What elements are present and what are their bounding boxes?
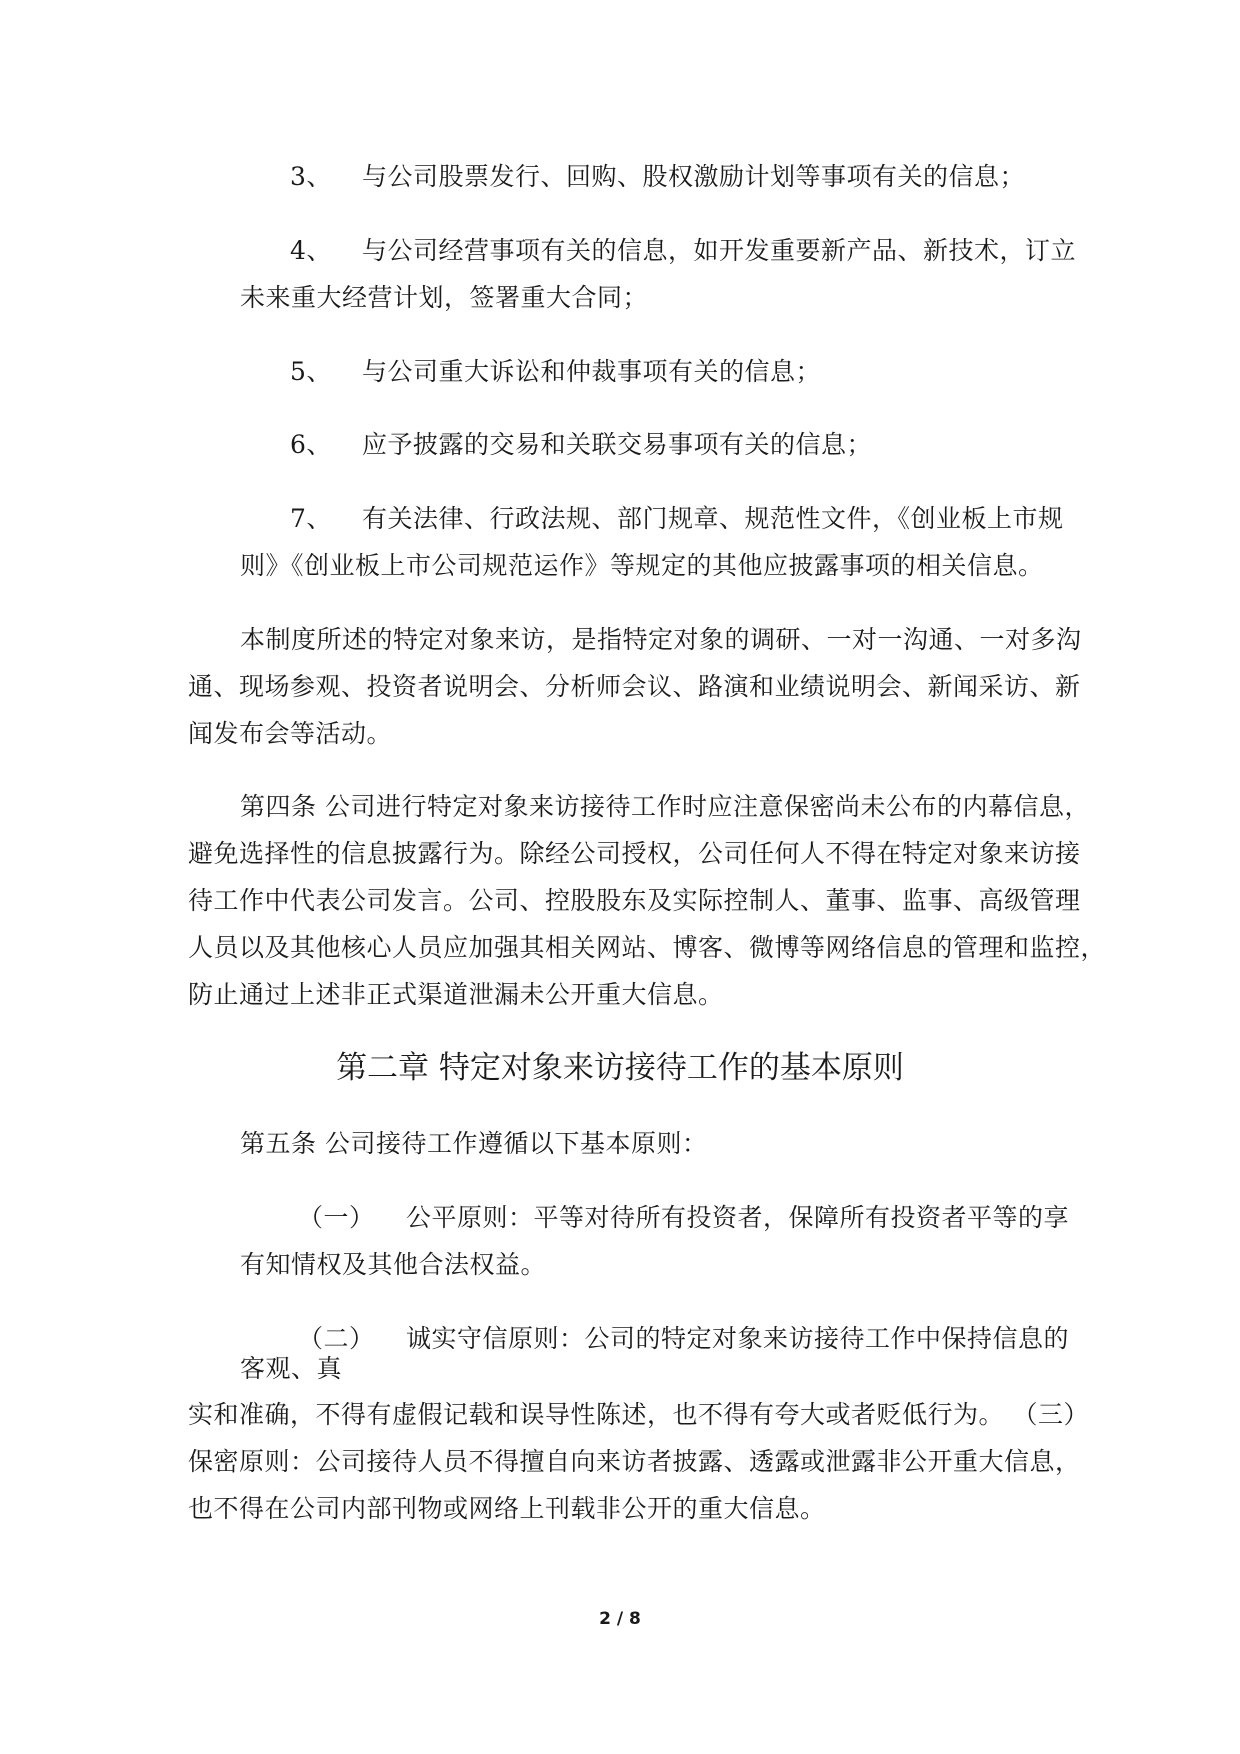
- principle-number: （二）: [298, 1324, 375, 1353]
- principle-1-continued: 有知情权及其他合法权益。: [240, 1250, 547, 1279]
- page-number: 2 / 8: [599, 1609, 641, 1629]
- principle-2-continued: 客观、真: [240, 1354, 343, 1383]
- article4-line-5: 防止通过上述非正式渠道泄漏未公开重大信息。: [188, 980, 724, 1009]
- item-text: 与公司经营事项有关的信息，如开发重要新产品、新技术，订立: [362, 236, 1077, 265]
- principle-1: [298, 1201, 1069, 1235]
- list-item-7: [290, 502, 1064, 536]
- article5: 第五条 公司接待工作遵循以下基本原则：: [240, 1129, 708, 1158]
- item-number: 4、: [290, 236, 332, 265]
- principle-2: [298, 1322, 1069, 1356]
- definition-paragraph-line-3: 闻发布会等活动。: [188, 719, 393, 748]
- principle-text: 诚实守信原则：公司的特定对象来访接待工作中保持信息的: [406, 1324, 1070, 1353]
- chapter-heading: 第二章 特定对象来访接待工作的基本原则: [336, 1050, 904, 1086]
- list-item-3: [290, 160, 1025, 194]
- principle-number: （一）: [298, 1203, 375, 1232]
- tail-line-2: 保密原则：公司接待人员不得擅自向来访者披露、透露或泄露非公开重大信息，: [188, 1447, 1081, 1476]
- item-text: 有关法律、行政法规、部门规章、规范性文件，《创业板上市规: [362, 504, 1064, 533]
- item-text: 与公司股票发行、回购、股权激励计划等事项有关的信息；: [362, 162, 1026, 191]
- item-text: 应予披露的交易和关联交易事项有关的信息；: [362, 430, 873, 459]
- list-item-4-continued: 未来重大经营计划，签署重大合同；: [240, 283, 649, 312]
- principle-text: 公平原则：平等对待所有投资者，保障所有投资者平等的享: [406, 1203, 1070, 1232]
- article4-line-3: 待工作中代表公司发言。公司、控股股东及实际控制人、董事、监事、高级管理: [188, 886, 1081, 915]
- list-item-4: [290, 234, 1076, 268]
- item-number: 7、: [290, 504, 332, 533]
- article4-line-1: 第四条 公司进行特定对象来访接待工作时应注意保密尚未公布的内幕信息，: [240, 792, 1090, 821]
- definition-paragraph-line-1: 本制度所述的特定对象来访，是指特定对象的调研、一对一沟通、一对多沟: [240, 625, 1082, 654]
- list-item-6: [290, 428, 872, 462]
- item-number: 6、: [290, 430, 332, 459]
- definition-paragraph-line-2: 通、现场参观、投资者说明会、分析师会议、路演和业绩说明会、新闻采访、新: [188, 672, 1081, 701]
- item-number: 3、: [290, 162, 332, 191]
- list-item-5: [290, 355, 821, 389]
- article4-line-2: 避免选择性的信息披露行为。除经公司授权，公司任何人不得在特定对象来访接: [188, 839, 1081, 868]
- tail-line-3: 也不得在公司内部刊物或网络上刊载非公开的重大信息。: [188, 1494, 826, 1523]
- article4-line-4: 人员以及其他核心人员应加强其相关网站、博客、微博等网络信息的管理和监控，: [188, 933, 1107, 962]
- list-item-7-continued: 则》《创业板上市公司规范运作》等规定的其他应披露事项的相关信息。: [240, 551, 1044, 580]
- item-text: 与公司重大诉讼和仲裁事项有关的信息；: [362, 357, 822, 386]
- item-number: 5、: [290, 357, 332, 386]
- tail-line-1: 实和准确，不得有虚假记载和误导性陈述，也不得有夸大或者贬低行为。 （三）: [188, 1400, 1089, 1429]
